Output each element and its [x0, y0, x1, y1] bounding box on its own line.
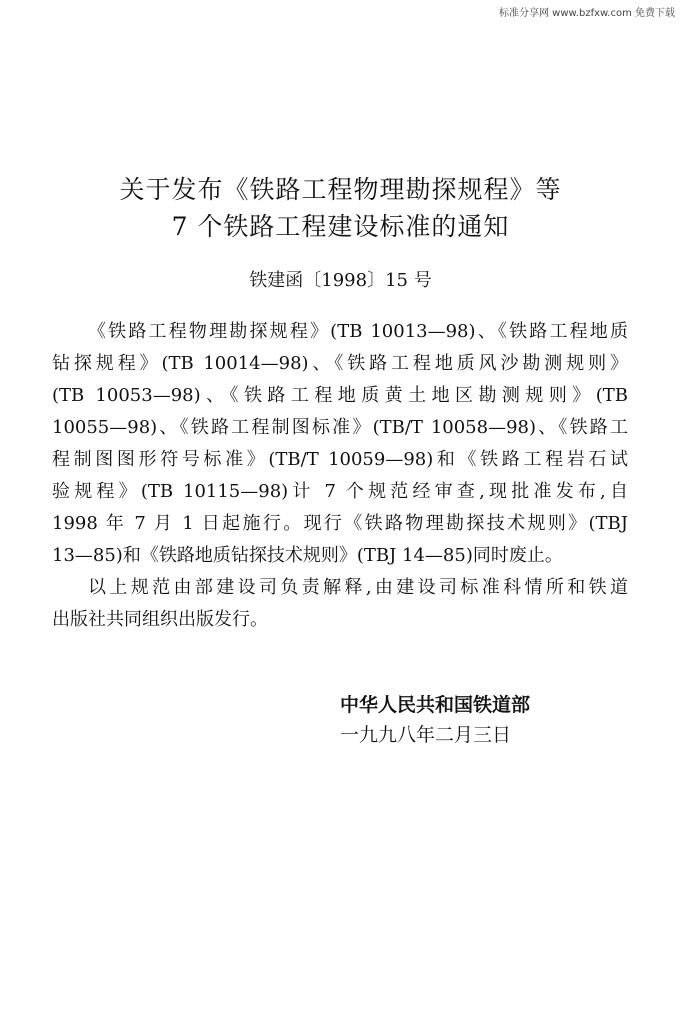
document-title-line-1: 关于发布《铁路工程物理勘探规程》等 [119, 175, 562, 204]
document-title-line-2: 7 个铁路工程建设标准的通知 [171, 212, 510, 241]
body-line-6: 验规程》(TB 10115—98)计 7 个规范经审查,现批准发布,自 [52, 481, 628, 502]
body-line-10: 出版社共同组织出版发行。 [52, 609, 268, 630]
body-line-2: 钻探规程》(TB 10014—98)、《铁路工程地质风沙勘测规则》 [52, 353, 628, 374]
body-line-4: 10055—98)、《铁路工程制图标准》(TB/T 10058—98)、《铁路工 [52, 417, 628, 438]
body-line-8: 13—85)和《铁路地质钻探技术规则》(TBJ 14—85)同时废止。 [52, 545, 563, 566]
issuing-authority: 中华人民共和国铁道部 [340, 694, 531, 716]
document-number: 铁建函〔1998〕15 号 [249, 270, 432, 291]
body-line-1: 《铁路工程物理勘探规程》(TB 10013—98)、《铁路工程地质 [88, 321, 628, 342]
body-line-3: (TB 10053—98)、《铁路工程地质黄土地区勘测规则》(TB [52, 385, 628, 406]
body-line-9: 以上规范由部建设司负责解释,由建设司标准科情所和铁道 [88, 577, 628, 598]
body-line-5: 程制图图形符号标准》(TB/T 10059—98)和《铁路工程岩石试 [52, 449, 628, 470]
watermark-text: 标准分享网 www.bzfxw.com 免费下载 [499, 8, 675, 19]
issue-date: 一九九八年二月三日 [340, 724, 512, 746]
body-line-7: 1998 年 7 月 1 日起施行。现行《铁路物理勘探技术规则》(TBJ [52, 513, 628, 534]
